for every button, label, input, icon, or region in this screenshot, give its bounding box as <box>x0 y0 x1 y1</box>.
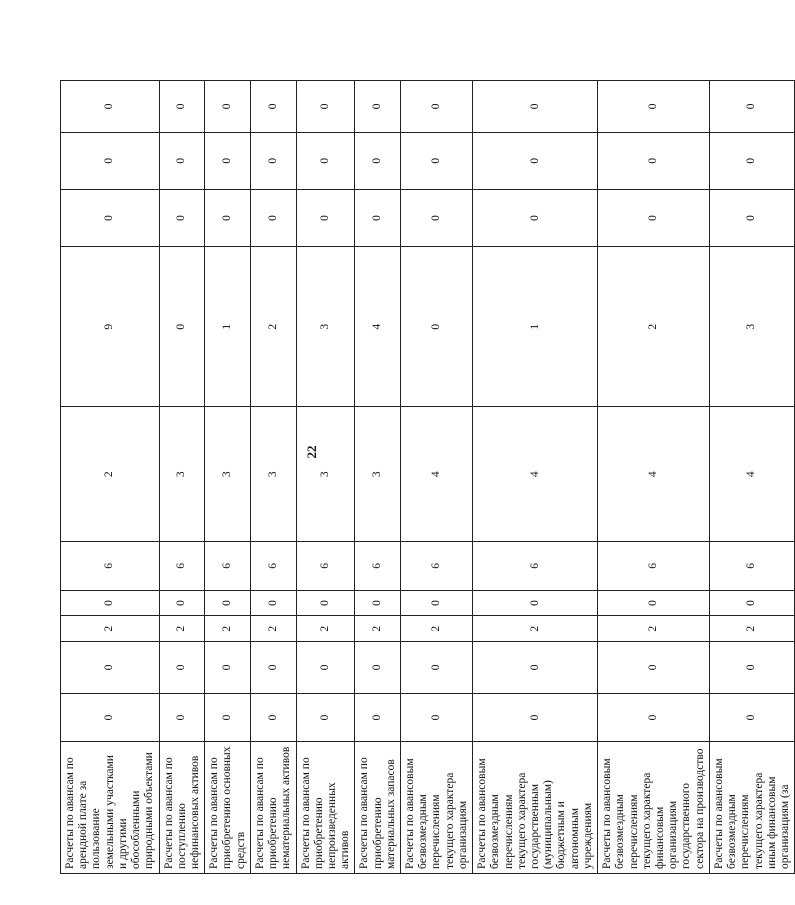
code-cell: 0 <box>61 693 160 742</box>
code-cell: 3 <box>250 407 296 542</box>
code-cell: 3 <box>296 407 355 542</box>
code-cell: 0 <box>250 590 296 616</box>
code-cell: 6 <box>709 541 794 590</box>
code-cell: 6 <box>159 541 205 590</box>
code-cell: 0 <box>205 132 251 189</box>
code-cell: 1 <box>205 247 251 407</box>
code-cell: 4 <box>355 247 401 407</box>
code-cell: 0 <box>296 590 355 616</box>
code-cell: 0 <box>159 132 205 189</box>
code-cell: 0 <box>159 590 205 616</box>
code-cell: 4 <box>401 407 473 542</box>
code-cell: 0 <box>598 693 710 742</box>
code-cell: 0 <box>250 81 296 133</box>
row-name-cell: Расчеты по авансам по приобретению основных средств <box>205 742 251 874</box>
table-row <box>205 81 251 874</box>
code-cell: 0 <box>355 590 401 616</box>
code-cell: 0 <box>401 247 473 407</box>
code-cell: 4 <box>598 407 710 542</box>
code-cell: 0 <box>296 693 355 742</box>
code-cell: 0 <box>355 189 401 246</box>
code-cell: 0 <box>709 590 794 616</box>
code-cell: 0 <box>159 247 205 407</box>
code-cell: 0 <box>709 81 794 133</box>
code-cell: 0 <box>250 693 296 742</box>
code-cell: 0 <box>250 642 296 694</box>
code-cell: 2 <box>250 247 296 407</box>
code-cell: 0 <box>401 693 473 742</box>
row-name-cell: Расчеты по авансовым безвозмездным перечислениям текущего характера организациям <box>401 742 473 874</box>
code-cell: 0 <box>250 132 296 189</box>
code-cell: 0 <box>598 642 710 694</box>
code-cell: 0 <box>473 132 598 189</box>
code-cell: 0 <box>598 590 710 616</box>
code-cell: 0 <box>401 81 473 133</box>
code-cell: 0 <box>473 81 598 133</box>
code-cell: 6 <box>401 541 473 590</box>
code-cell: 0 <box>473 590 598 616</box>
row-name-cell: Расчеты по авансам по приобретению нематериальных активов <box>250 742 296 874</box>
code-cell: 6 <box>296 541 355 590</box>
table-row <box>401 81 473 874</box>
code-cell: 0 <box>205 189 251 246</box>
row-name-cell: Расчеты по авансам по приобретению непроизведенных активов <box>296 742 355 874</box>
code-cell: 0 <box>61 590 160 616</box>
code-cell: 0 <box>598 189 710 246</box>
table-row <box>296 81 355 874</box>
code-cell: 0 <box>401 642 473 694</box>
code-cell: 4 <box>473 407 598 542</box>
code-cell: 2 <box>355 616 401 642</box>
code-cell: 6 <box>598 541 710 590</box>
code-cell: 6 <box>205 541 251 590</box>
code-cell: 0 <box>401 189 473 246</box>
code-cell: 0 <box>205 81 251 133</box>
page-number: 22 <box>304 445 319 459</box>
code-cell: 0 <box>205 693 251 742</box>
row-name-cell: Расчеты по авансовым безвозмездным перечислениям текущего характера иным финансовым организациям (за <box>709 742 794 874</box>
table-row <box>61 81 160 874</box>
code-cell: 2 <box>709 616 794 642</box>
code-cell: 0 <box>709 693 794 742</box>
code-cell: 2 <box>598 247 710 407</box>
table-row <box>473 81 598 874</box>
code-cell: 0 <box>473 189 598 246</box>
code-cell: 3 <box>355 407 401 542</box>
code-cell: 2 <box>61 407 160 542</box>
code-cell: 6 <box>355 541 401 590</box>
code-cell: 2 <box>473 616 598 642</box>
code-cell: 0 <box>296 81 355 133</box>
code-cell: 2 <box>401 616 473 642</box>
code-cell: 0 <box>473 693 598 742</box>
code-cell: 0 <box>205 590 251 616</box>
accounts-table <box>60 80 795 874</box>
row-name-cell: Расчеты по авансовым безвозмездным перечислениям текущего характера государственным (муниципальным) бюджетным и автономным учреждениям <box>473 742 598 874</box>
code-cell: 6 <box>473 541 598 590</box>
code-cell: 0 <box>473 642 598 694</box>
code-cell: 2 <box>598 616 710 642</box>
code-cell: 0 <box>355 642 401 694</box>
code-cell: 0 <box>159 693 205 742</box>
code-cell: 0 <box>709 132 794 189</box>
code-cell: 2 <box>159 616 205 642</box>
code-cell: 4 <box>709 407 794 542</box>
code-cell: 0 <box>159 642 205 694</box>
code-cell: 2 <box>250 616 296 642</box>
code-cell: 9 <box>61 247 160 407</box>
code-cell: 2 <box>205 616 251 642</box>
code-cell: 0 <box>205 642 251 694</box>
row-name-cell: Расчеты по авансовым безвозмездным перечислениям текущего характера финансовым организациям государственного сектора на производство <box>598 742 710 874</box>
code-cell: 0 <box>598 132 710 189</box>
code-cell: 1 <box>473 247 598 407</box>
rotated-table-container <box>60 80 791 874</box>
code-cell: 0 <box>355 693 401 742</box>
code-cell: 0 <box>61 81 160 133</box>
code-cell: 0 <box>296 189 355 246</box>
code-cell: 0 <box>296 642 355 694</box>
code-cell: 2 <box>61 616 160 642</box>
code-cell: 0 <box>355 81 401 133</box>
code-cell: 0 <box>61 189 160 246</box>
code-cell: 0 <box>401 590 473 616</box>
code-cell: 0 <box>709 189 794 246</box>
row-name-cell: Расчеты по авансам по поступлению нефинансовых активов <box>159 742 205 874</box>
row-name-cell: Расчеты по авансам по арендной плате за пользование земельными участками и другими обособленными природными объектами <box>61 742 160 874</box>
code-cell: 3 <box>205 407 251 542</box>
row-name-cell: Расчеты по авансам по приобретению материальных запасов <box>355 742 401 874</box>
code-cell: 2 <box>296 616 355 642</box>
code-cell: 3 <box>709 247 794 407</box>
table-row <box>159 81 205 874</box>
code-cell: 0 <box>250 189 296 246</box>
code-cell: 3 <box>159 407 205 542</box>
table-row <box>250 81 296 874</box>
code-cell: 0 <box>355 132 401 189</box>
code-cell: 3 <box>296 247 355 407</box>
code-cell: 0 <box>61 132 160 189</box>
code-cell: 0 <box>598 81 710 133</box>
code-cell: 0 <box>61 642 160 694</box>
code-cell: 6 <box>250 541 296 590</box>
code-cell: 0 <box>296 132 355 189</box>
code-cell: 0 <box>159 189 205 246</box>
table-row <box>598 81 710 874</box>
code-cell: 0 <box>159 81 205 133</box>
code-cell: 6 <box>61 541 160 590</box>
table-row <box>355 81 401 874</box>
code-cell: 0 <box>709 642 794 694</box>
table-row <box>709 81 794 874</box>
code-cell: 0 <box>401 132 473 189</box>
